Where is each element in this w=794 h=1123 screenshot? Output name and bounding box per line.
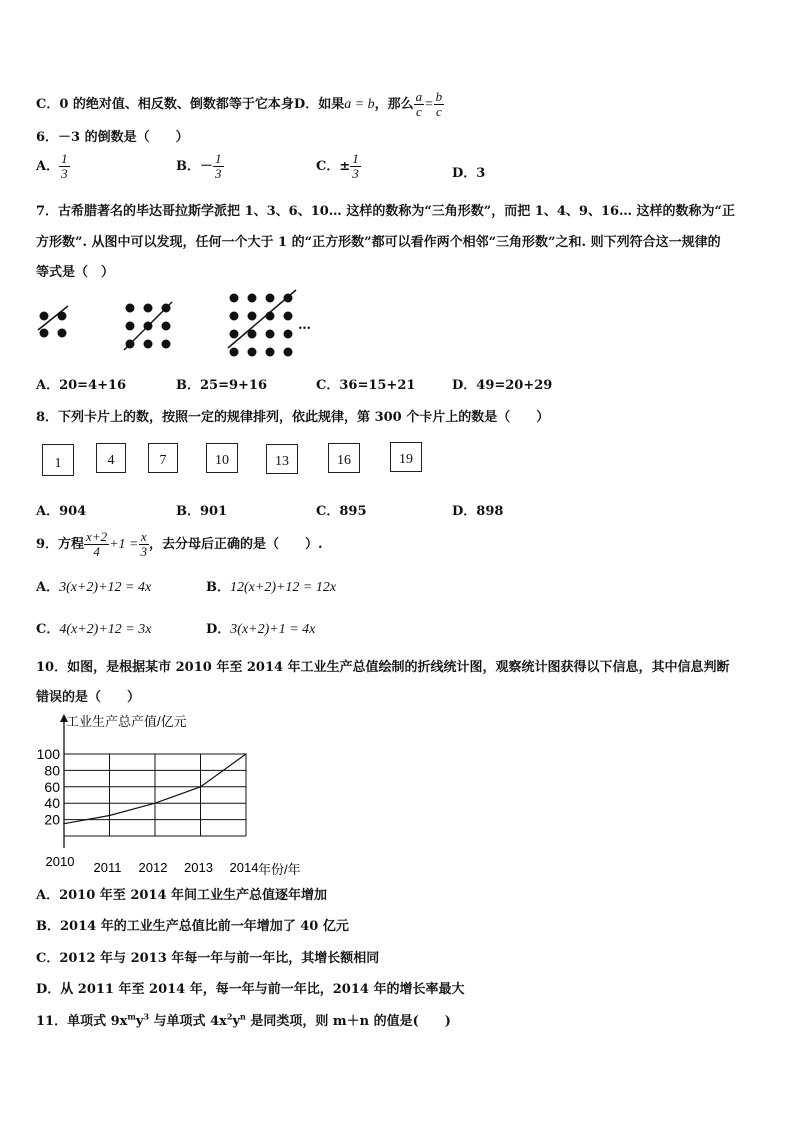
q6-option-b[interactable]: B．－ $\frac{1}{3}$ [176,151,222,181]
data-point [154,802,156,804]
q8-option-d[interactable]: D．898 [452,504,504,519]
q7-option-a[interactable]: A．20=4+16 [36,378,127,393]
data-point [200,786,202,788]
square-number-dots-figure [30,288,330,363]
x-tick-label: 2014 [229,860,259,875]
y-tick-label: 60 [44,778,60,795]
dots-ellipsis: … [298,318,311,333]
x-tick-label: 2010 [45,854,75,869]
option-c-text: C．0 的绝对值、相反数、倒数都等于它本身 [36,97,294,112]
q7-stem-line1: 7．古希腊著名的毕达哥拉斯学派把 1、3、6、10… 这样的数称为“三角形数”，而把 1、4、9、16… 这样的数称为“正 [36,204,736,219]
q8-option-c[interactable]: C．895 [316,504,367,519]
q6-option-a[interactable]: A． $\frac{1}{3}$ [36,151,68,181]
x-axis-label: 年份/年 [258,862,301,877]
option-d-text: D．如果 [293,97,345,112]
q7-option-c[interactable]: C．36=15+21 [316,378,416,393]
q9-option-c[interactable]: C．4(x+2)+12 = 3x [36,622,152,637]
number-card: 13 [266,444,298,474]
data-point [63,823,65,825]
dots-4x4 [228,290,296,357]
q7-option-b[interactable]: B．25=9+16 [176,378,268,393]
q9-stem: 9．方程 $\frac{x+2}{4}$ +1 = $\frac{x}{3}$ ，去分母后正确的是（ ）. [36,529,323,559]
q10-option-c[interactable]: C．2012 年与 2013 年每一年与前一年比，其增长额相同 [36,951,380,966]
y-tick-label: 20 [44,811,60,828]
q9-option-d[interactable]: D．3(x+2)+1 = 4x [206,622,316,637]
y-tick-label: 100 [36,746,60,762]
fraction-a-over-c: $\frac{a}{c}$ [415,89,423,119]
q7-stem-line3: 等式是（ ） [36,265,115,280]
q11-stem: 11．单项式 $9x^my^3$ 与单项式 $4x^2y^n$ 是同类项，则 m＋n 的值是( ) [36,1011,451,1029]
q6-stem: 6．－3 的倒数是（ ） [36,130,189,145]
q10-option-a[interactable]: A．2010 年至 2014 年间工业生产总值逐年增加 [36,888,328,903]
data-point [245,753,247,755]
option-d-equation: a = b [344,97,375,112]
q7-stem-line2: 方形数”. 从图中可以发现，任何一个大于 1 的“正方形数”都可以看作两个相邻“三角形数”之和. 则下列符合这一规律的 [36,235,721,250]
y-tick-label: 40 [44,795,60,812]
q6-option-d[interactable]: D．3 [452,166,486,181]
number-card: 16 [328,443,360,473]
fraction-b-over-c: $\frac{b}{c}$ [435,89,443,119]
q9-option-a[interactable]: A．3(x+2)+12 = 4x [36,580,152,595]
x-tick-label: 2013 [184,860,213,875]
q10-stem-line1: 10．如图，是根据某市 2010 年至 2014 年工业生产总值绘制的折线统计图，观察统计图获得以下信息，其中信息判断 [36,660,730,675]
fraction-x-over-3: $\frac{x}{3}$ [140,529,147,559]
q7-option-d[interactable]: D．49=20+29 [452,378,553,393]
prev-option-c: C．0 的绝对值、相反数、倒数都等于它本身D．如果a = b，那么 $\frac{a}{c}$ = $\frac{b}{c}$ [36,89,443,119]
q8-option-b[interactable]: B．901 [176,504,228,519]
x-tick-label: 2012 [138,860,168,875]
number-card: 4 [96,443,126,473]
y-tick-label: 80 [44,762,60,779]
dots-2x2 [38,306,68,338]
q10-option-b[interactable]: B．2014 年的工业生产总值比前一年增加了 40 亿元 [36,919,349,934]
number-card: 19 [390,442,422,472]
q10-stem-line2: 错误的是（ ） [36,690,141,705]
data-point [109,815,111,817]
q6-option-c[interactable]: C．± $\frac{1}{3}$ [316,151,359,181]
x-tick-label: 2011 [93,860,122,875]
q10-option-d[interactable]: D．从 2011 年至 2014 年，每一年与前一年比，2014 年的增长率最大 [36,982,465,997]
dots-3x3 [124,302,172,350]
q8-stem: 8．下列卡片上的数，按照一定的规律排列，依此规律，第 300 个卡片上的数是（ ） [36,410,550,425]
fraction-x-plus-2-over-4: $\frac{x+2}{4}$ [86,529,108,559]
number-card: 7 [148,443,178,473]
q8-option-a[interactable]: A．904 [36,504,87,519]
q9-option-b[interactable]: B．12(x+2)+12 = 12x [206,580,337,595]
option-d-then: ，那么 [374,97,414,112]
number-card: 10 [206,443,238,473]
line-chart [30,710,301,880]
number-card: 1 [42,444,74,476]
y-axis-label: 工业生产总产值/亿元 [66,714,187,729]
